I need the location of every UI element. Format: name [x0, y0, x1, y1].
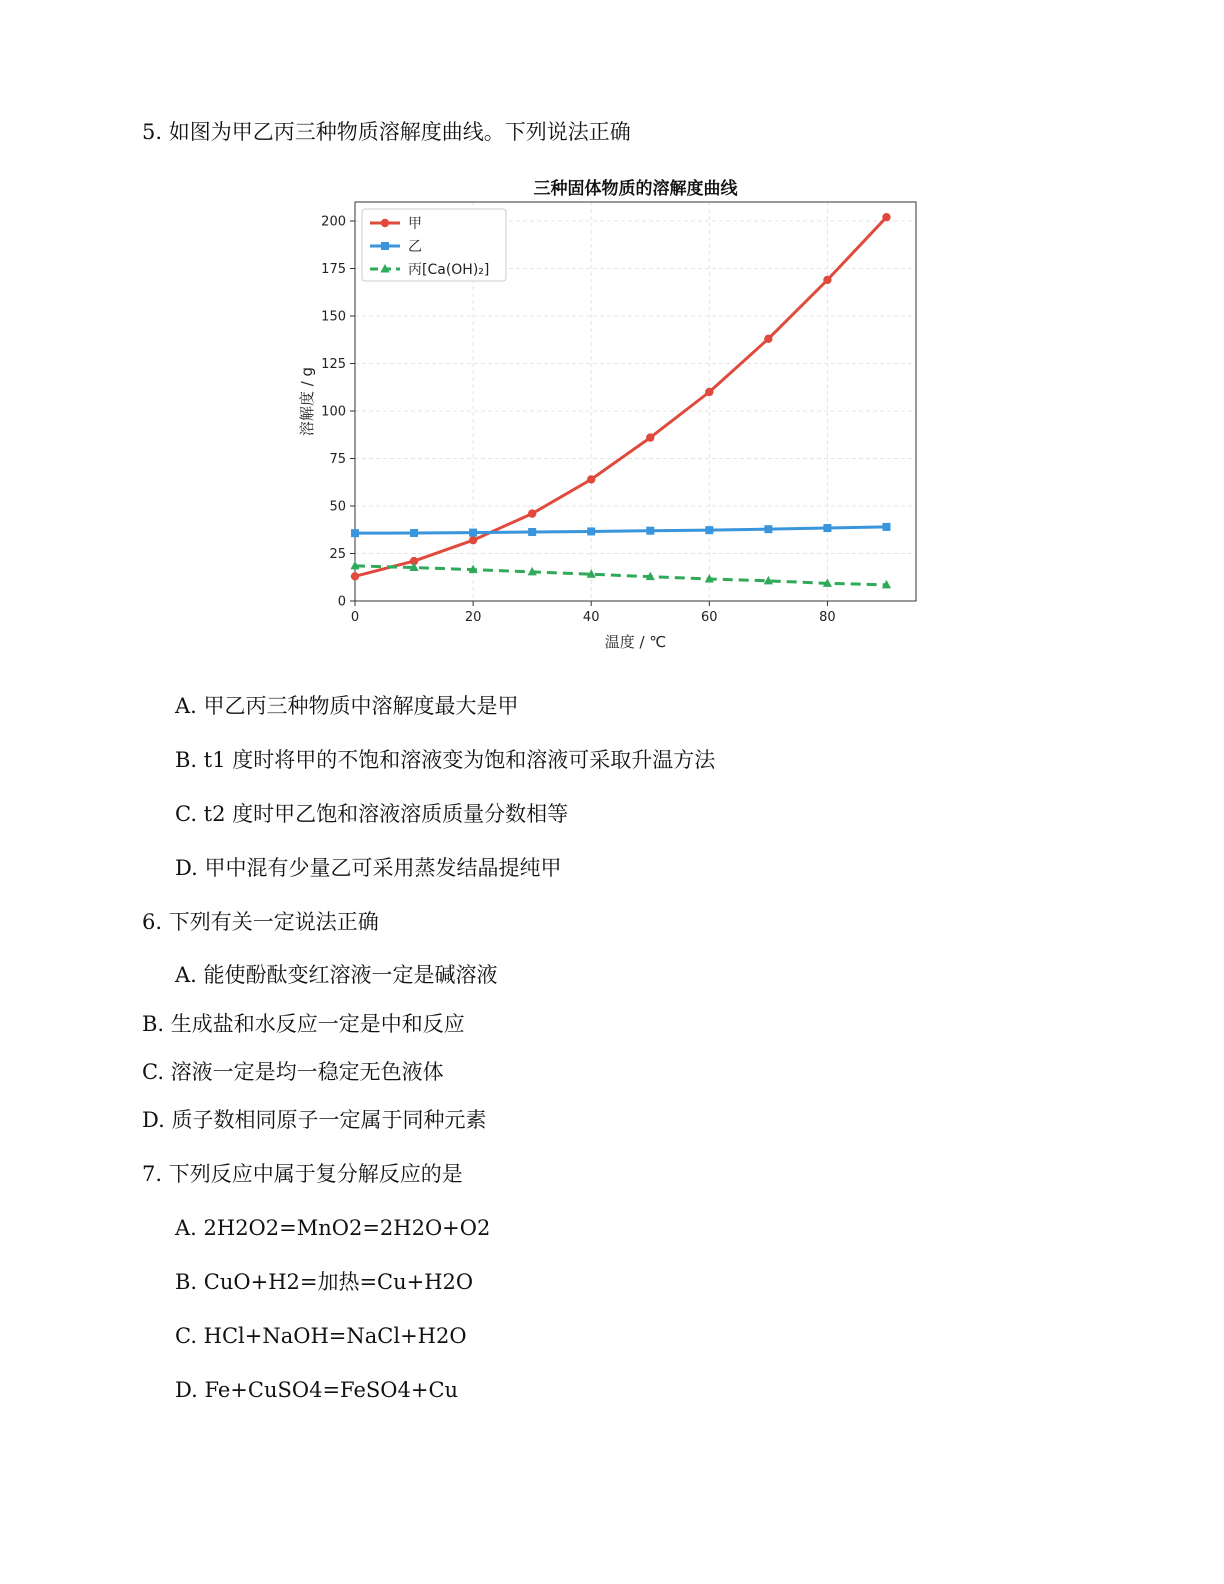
legend-marker-2 [381, 242, 389, 250]
data-point-series-1 [469, 536, 477, 544]
q6-option-d[interactable]: D. 质子数相同原子一定属于同种元素 [142, 1108, 487, 1132]
data-point-series-1 [646, 433, 654, 441]
q6-option-c[interactable]: C. 溶液一定是均一稳定无色液体 [142, 1060, 444, 1084]
x-tick-label: 40 [582, 610, 600, 625]
legend-label-1: 甲 [408, 216, 422, 232]
q6-option-a[interactable]: A. 能使酚酞变红溶液一定是碱溶液 [175, 963, 498, 987]
x-axis-label: 温度 / ℃ [604, 633, 667, 651]
y-tick-label: 0 [337, 594, 346, 610]
chart-title: 三种固体物质的溶解度曲线 [533, 179, 738, 199]
q5-option-c[interactable]: C. t2 度时甲乙饱和溶液溶质质量分数相等 [175, 802, 569, 826]
q5-option-a[interactable]: A. 甲乙丙三种物质中溶解度最大是甲 [175, 694, 519, 718]
y-tick-label: 175 [321, 262, 346, 277]
q7-option-c[interactable]: C. HCl+NaOH=NaCl+H2O [175, 1324, 467, 1348]
y-tick-label: 200 [321, 214, 346, 230]
solubility-chart [280, 168, 940, 668]
legend-label-2: 乙 [408, 239, 422, 255]
y-axis-label: 溶解度 / g [298, 366, 316, 437]
y-tick-label: 25 [329, 547, 346, 562]
q7-option-a[interactable]: A. 2H2O2=MnO2=2H2O+O2 [175, 1216, 491, 1240]
q5-option-d[interactable]: D. 甲中混有少量乙可采用蒸发结晶提纯甲 [175, 856, 562, 880]
data-point-series-1 [823, 276, 831, 284]
series-line-2 [355, 527, 886, 533]
data-point-series-2 [882, 523, 890, 531]
data-point-series-1 [351, 572, 359, 580]
data-point-series-2 [764, 525, 772, 533]
data-point-series-2 [587, 527, 595, 535]
x-tick-label: 0 [350, 610, 360, 625]
data-point-series-2 [705, 526, 713, 534]
data-point-series-1 [705, 388, 713, 396]
q5-option-b[interactable]: B. t1 度时将甲的不饱和溶液变为饱和溶液可采取升温方法 [175, 748, 716, 772]
x-tick-label: 80 [819, 610, 836, 625]
y-tick-label: 100 [321, 404, 346, 420]
legend-label-3: 丙[Ca(OH)₂] [408, 262, 490, 278]
q5-stem: 5. 如图为甲乙丙三种物质溶解度曲线。下列说法正确 [142, 120, 631, 144]
data-point-series-2 [528, 528, 536, 536]
q7-option-b[interactable]: B. CuO+H2=加热=Cu+H2O [175, 1270, 474, 1294]
data-point-series-1 [882, 213, 890, 221]
y-tick-label: 125 [321, 357, 346, 372]
series-line-3 [355, 566, 886, 585]
data-point-series-2 [410, 529, 418, 537]
q6-stem: 6. 下列有关一定说法正确 [142, 910, 379, 934]
q7-stem: 7. 下列反应中属于复分解反应的是 [142, 1162, 463, 1186]
data-point-series-1 [764, 335, 772, 343]
data-point-series-1 [528, 509, 536, 517]
q7-option-d[interactable]: D. Fe+CuSO4=FeSO4+Cu [175, 1378, 459, 1402]
data-point-series-2 [469, 529, 477, 537]
data-point-series-2 [823, 524, 831, 532]
data-point-series-2 [351, 529, 359, 537]
y-tick-label: 150 [321, 309, 346, 325]
data-point-series-2 [646, 527, 654, 535]
q6-option-b[interactable]: B. 生成盐和水反应一定是中和反应 [142, 1012, 465, 1036]
x-tick-label: 60 [701, 610, 718, 625]
y-tick-label: 50 [329, 499, 346, 515]
x-tick-label: 20 [464, 610, 482, 625]
data-point-series-1 [587, 475, 595, 483]
y-tick-label: 75 [329, 452, 346, 467]
legend-marker-1 [381, 219, 389, 227]
